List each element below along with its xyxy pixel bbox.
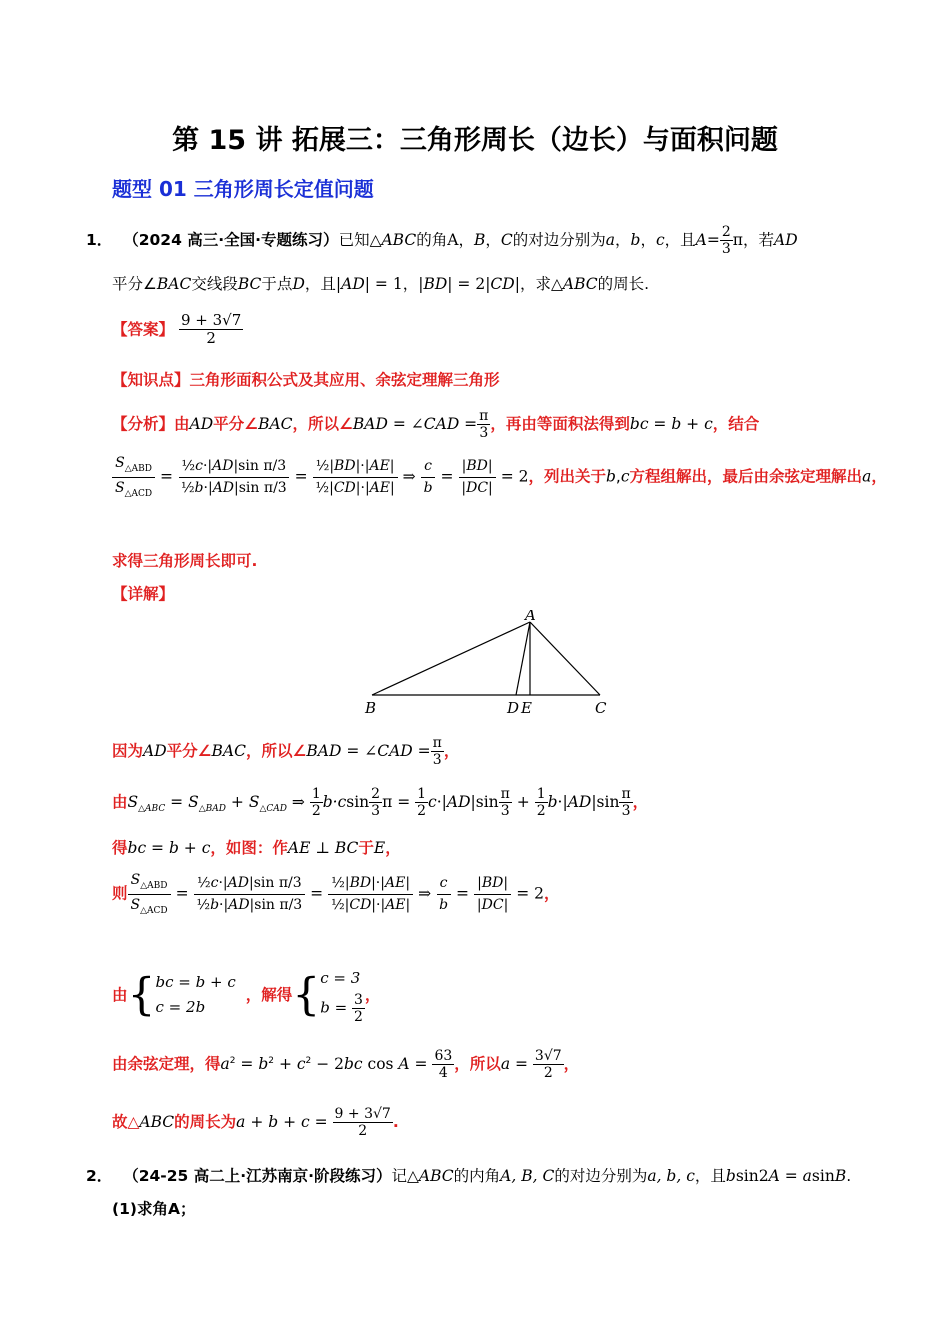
detail-label: 【详解】 bbox=[112, 585, 175, 603]
q1-line2: 平分∠BAC交线段BC于点D，且|AD| = 1，|BD| = 2|CD|，求△ABC的周长. bbox=[112, 275, 650, 293]
q1-knowledge-point: 【知识点】三角形面积公式及其应用、余弦定理解三角形 bbox=[112, 371, 500, 389]
q1-source: （2024 高三·全国·专题练习） bbox=[123, 231, 339, 250]
q1-analysis-3: 求得三角形周长即可. bbox=[112, 552, 258, 570]
q2-subquestion-1: (1)求角A； bbox=[112, 1200, 196, 1218]
q1-detail-5: 由{ bc = b + c c = 2b ，解得{ c = 3 b = $\frac{3}{2}$ ， bbox=[112, 969, 381, 1025]
label-A: A bbox=[525, 610, 536, 624]
side-AB bbox=[372, 622, 530, 695]
q1-detail-4: 则 $\frac{S_{\triangle ABD}}{S_{\triangle ACD}}$ = $\frac{\text{½c·|AD|sin π/3}}{\text{½b·|AD|sin π/3}}$ = $\frac{\text{½|BD|·|AE|}}{\text{½|CD|·|AE|}}$ ⇒ $\frac{c}{b}$ = $\frac{|BD|}{|DC|}$ = 2， bbox=[112, 872, 560, 916]
answer-label: 【答案】 bbox=[112, 320, 175, 339]
q1-number: 1． bbox=[86, 231, 113, 250]
q2-line1: 2． （24-25 高二上·江苏南京·阶段练习）记△ABC的内角A, B, C的对边分别为a, b, c，且bsin2A = asinB. bbox=[86, 1167, 852, 1185]
q1-analysis-2: $\frac{S_{\triangle ABD}}{S_{\triangle ACD}}$ = $\frac{\text{½c·|AD|sin π/3}}{\text{½b·|AD|sin π/3}}$ = $\frac{\text{½|BD|·|AE|}}{\text{½|CD|·|AE|}}$ ⇒ $\frac{c}{b}$ = $\frac{|BD|}{|DC|}$ = 2，列出关于b,c方程组解出，最后由余弦定理解出a， bbox=[112, 455, 887, 499]
q1-detail-1: 因为AD平分∠BAC，所以∠BAD = ∠CAD = $\frac{\pi}{3}$ ， bbox=[112, 735, 460, 769]
triangle-figure bbox=[360, 610, 620, 718]
label-D: D bbox=[507, 699, 520, 717]
q1-line1: 1． （2024 高三·全国·专题练习）已知△ABC的角A，B，C的对边分别为a，b，c，且A= $\frac{2}{3}$ π，若AD bbox=[86, 224, 798, 258]
q1-analysis-1: 【分析】由AD平分∠BAC，所以∠BAD = ∠CAD = $\frac{\pi}{3}$ ，再由等面积法得到bc = b + c，结合 bbox=[112, 408, 760, 442]
side-AC bbox=[530, 622, 600, 695]
label-B: B bbox=[365, 699, 377, 717]
q1-detail-6: 由余弦定理，得$a^2 = b^2 + c^2 - 2bc$ cos A = $\frac{63}{4}$ ，所以a = $\frac{3√7}{2}$ ， bbox=[112, 1048, 580, 1082]
q1-detail-7: 故△ABC的周长为a + b + c = $\frac{9 + 3√7}{2}$ . bbox=[112, 1106, 399, 1140]
page-title: 第 15 讲 拓展三：三角形周长（边长）与面积问题 bbox=[172, 125, 778, 156]
label-C: C bbox=[595, 699, 607, 717]
q1-detail-3: 得bc = b + c，如图：作AE ⊥ BC于E， bbox=[112, 839, 401, 857]
label-E: E bbox=[521, 699, 532, 717]
q2-number: 2． bbox=[86, 1167, 113, 1185]
q2-source: （24-25 高二上·江苏南京·阶段练习） bbox=[123, 1167, 392, 1185]
section-heading: 题型 01 三角形周长定值问题 bbox=[112, 177, 374, 201]
segment-AD bbox=[516, 622, 530, 695]
q1-answer: 【答案】 $\frac{9 + 3√7}{2}$ bbox=[112, 311, 242, 348]
q1-detail-2: 由$S_{\triangle ABC} = S_{\triangle BAD} + S_{\triangle CAD}$ ⇒ $\frac{1}{2}$ b·csin $\frac{2}{3}$ π = $\frac{1}{2}$ c·|AD|sin $\frac{\pi}{3}$ + $\frac{1}{2}$ b·|AD|sin $\frac{\pi}{3}$ ， bbox=[112, 786, 649, 820]
